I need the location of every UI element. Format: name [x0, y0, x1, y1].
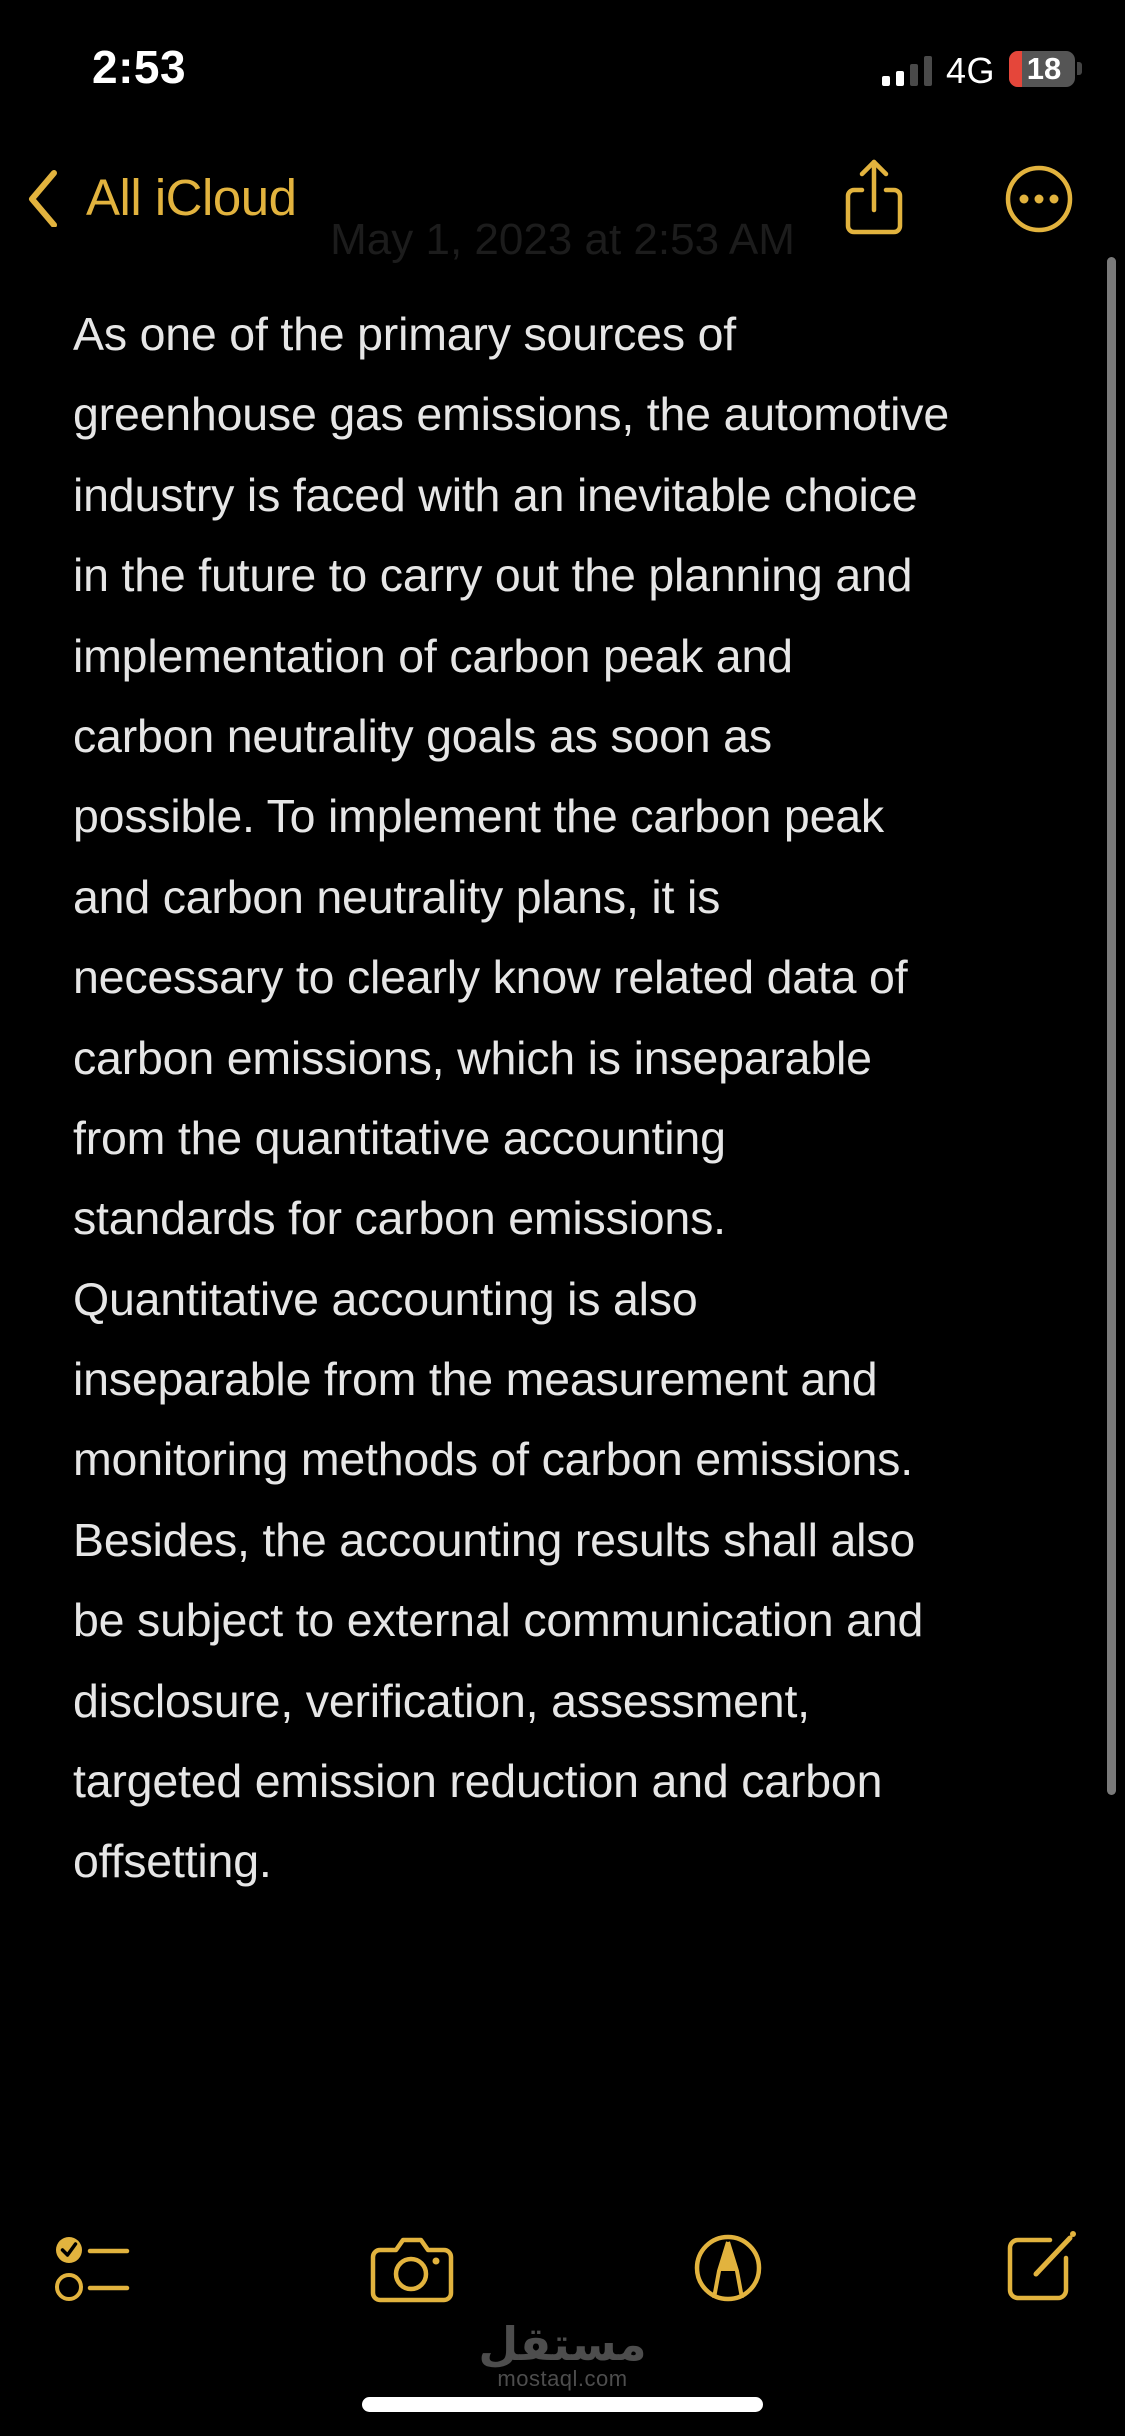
note-line: carbon emissions, which is inseparable — [73, 1031, 872, 1084]
camera-button[interactable] — [366, 2228, 458, 2308]
note-line: be subject to external communication and — [73, 1594, 924, 1647]
network-type: 4G — [946, 50, 996, 91]
battery-icon — [1009, 51, 1075, 87]
note-line: necessary to clearly know related data of — [73, 951, 908, 1004]
note-line: possible. To implement the carbon peak — [73, 790, 884, 843]
camera-icon — [366, 2228, 458, 2308]
compose-button[interactable] — [1000, 2226, 1080, 2306]
share-button[interactable] — [838, 156, 910, 236]
markup-button[interactable] — [688, 2228, 768, 2308]
scrollbar[interactable] — [1107, 257, 1116, 1795]
note-line: As one of the primary sources of — [73, 308, 736, 360]
watermark-arabic: مستقل — [478, 2318, 647, 2370]
note-body[interactable] — [73, 294, 1093, 1902]
markup-pen-icon — [688, 2228, 768, 2308]
note-line: industry is faced with an inevitable choice — [73, 468, 918, 521]
note-line: Quantitative accounting is also — [73, 1272, 698, 1325]
note-line: carbon neutrality goals as soon as — [73, 709, 772, 762]
note-line: monitoring methods of carbon emissions. — [73, 1433, 913, 1486]
note-date-text: May 1, 2023 at 2:53 AM — [330, 215, 795, 264]
note-line: implementation of carbon peak and — [73, 629, 793, 682]
note-line: from the quantitative accounting — [73, 1111, 726, 1164]
status-time: 2:53 — [92, 41, 187, 93]
note-line: Besides, the accounting results shall also — [73, 1513, 915, 1566]
watermark-latin: mostaql.com — [497, 2366, 628, 2391]
note-line: inseparable from the measurement and — [73, 1353, 878, 1406]
battery-level: 18 — [1026, 51, 1062, 86]
back-label: All iCloud — [86, 168, 297, 226]
note-line: offsetting. — [73, 1835, 272, 1888]
note-line: disclosure, verification, assessment, — [73, 1674, 810, 1727]
signal-icon — [882, 55, 934, 86]
battery-nub — [1077, 62, 1082, 75]
checklist-icon — [50, 2228, 134, 2308]
note-line: in the future to carry out the planning and — [73, 549, 913, 602]
ellipsis-circle-icon — [1002, 162, 1076, 236]
note-line: standards for carbon emissions. — [73, 1192, 726, 1245]
note-date — [0, 215, 1125, 265]
home-indicator[interactable] — [362, 2397, 763, 2412]
note-line: greenhouse gas emissions, the automotive — [73, 388, 950, 441]
note-line: and carbon neutrality plans, it is — [73, 870, 721, 923]
note-line: targeted emission reduction and carbon — [73, 1755, 883, 1808]
checklist-button[interactable] — [50, 2228, 134, 2308]
more-button[interactable] — [1002, 162, 1076, 236]
share-icon — [838, 156, 910, 236]
compose-icon — [1000, 2226, 1080, 2306]
